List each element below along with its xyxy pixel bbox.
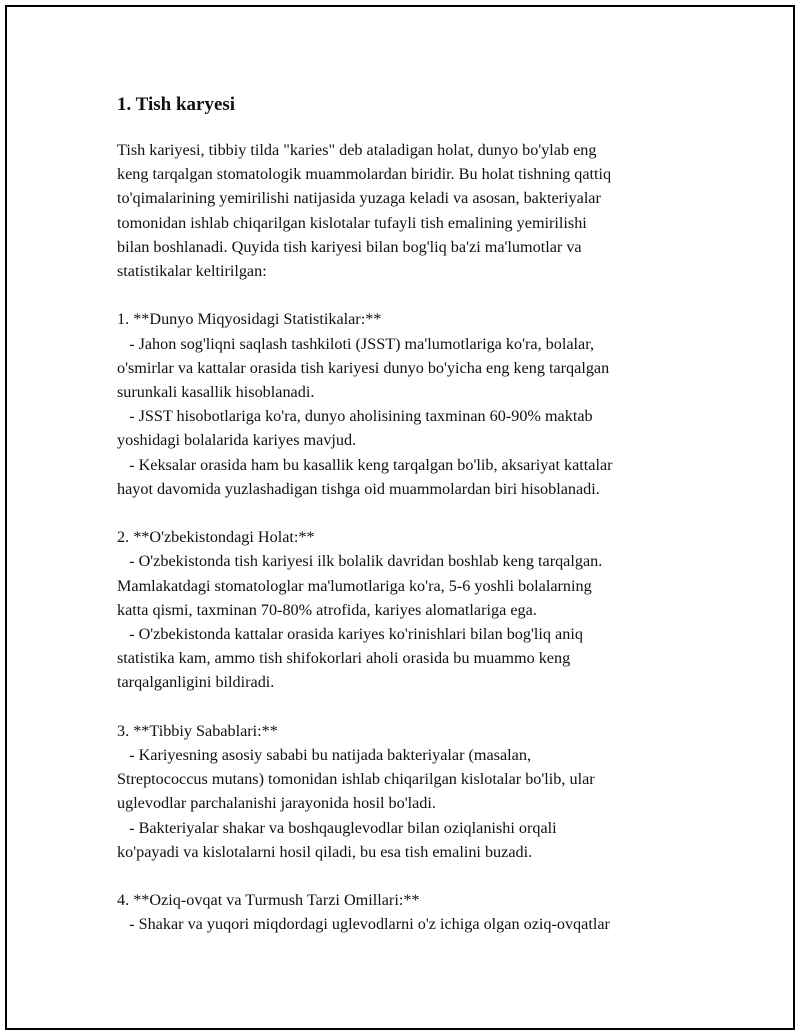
text-line: - Kariyesning asosiy sababi bu natijada bakteriyalar (masalan, xyxy=(117,746,531,765)
text-line: ko'payadi va kislotalarni hosil qiladi, bu esa tish emalini buzadi. xyxy=(117,842,533,861)
text-line: statistika kam, ammo tish shifokorlari aholi orasida bu muammo keng xyxy=(117,649,571,668)
text-line: katta qismi, taxminan 70-80% atrofida, kariyes alomatlariga ega. xyxy=(117,600,537,619)
text-line: surunkali kasallik hisoblanadi. xyxy=(117,383,315,402)
text-line: statistikalar keltirilgan: xyxy=(117,262,267,281)
text-line: Mamlakatdagi stomatologlar ma'lumotlariga ko'ra, 5-6 yoshli bolalarning xyxy=(117,576,592,595)
text-line: - Jahon sog'liqni saqlash tashkiloti (JSST) ma'lumotlariga ko'ra, bolalar, xyxy=(117,334,595,353)
paragraph-gap xyxy=(117,501,697,525)
text-line: - Shakar va yuqori miqdordagi uglevodlarni o'z ichiga olgan oziq-ovqatlar xyxy=(117,915,610,934)
text-line: Streptococcus mutans) tomonidan ishlab chiqarilgan kislotalar bo'lib, ular xyxy=(117,770,595,789)
list-item-diet-lifestyle xyxy=(117,888,697,936)
text-line: - Bakteriyalar shakar va boshqauglevodlar bilan oziqlanishi orqali xyxy=(117,818,557,837)
list-item-medical-causes xyxy=(117,719,697,864)
text-line: - Keksalar orasida ham bu kasallik keng tarqalgan bo'lib, aksariyat kattalar xyxy=(117,455,613,474)
list-item-title: 1. **Dunyo Miqyosidagi Statistikalar:** xyxy=(117,310,382,329)
text-line: bilan boshlanadi. Quyida tish kariyesi bilan bog'liq ba'zi ma'lumotlar va xyxy=(117,237,582,256)
text-line: yoshidagi bolalarida kariyes mavjud. xyxy=(117,431,357,450)
text-line: - JSST hisobotlariga ko'ra, dunyo aholisining taxminan 60-90% maktab xyxy=(117,407,593,426)
text-line: - O'zbekistonda tish kariyesi ilk bolalik davridan boshlab keng tarqalgan. xyxy=(117,552,603,571)
text-line: tarqalganligini bildiradi. xyxy=(117,673,275,692)
paragraph-gap xyxy=(117,864,697,888)
text-line: uglevodlar parchalanishi jarayonida hosil bo'ladi. xyxy=(117,794,436,813)
list-item-title: 3. **Tibbiy Sabablari:** xyxy=(117,721,278,740)
text-line: to'qimalarining yemirilishi natijasida yuzaga keladi va asosan, bakteriyalar xyxy=(117,189,601,208)
paragraph-gap xyxy=(117,695,697,719)
list-item-title: 2. **O'zbekistondagi Holat:** xyxy=(117,528,315,547)
list-item-title: 4. **Oziq-ovqat va Turmush Tarzi Omillari:** xyxy=(117,891,420,910)
list-item-world-statistics xyxy=(117,307,697,501)
text-line: - O'zbekistonda kattalar orasida kariyes ko'rinishlari bilan bog'liq aniq xyxy=(117,625,583,644)
text-line: Tish kariyesi, tibbiy tilda "karies" deb ataladigan holat, dunyo bo'ylab eng xyxy=(117,141,597,159)
section-heading: 1. Tish karyesi xyxy=(117,94,236,115)
text-line: hayot davomida yuzlashadigan tishga oid muammolardan biri hisoblanadi. xyxy=(117,479,600,498)
text-line: o'smirlar va kattalar orasida tish kariyesi dunyo bo'yicha eng keng tarqalgan xyxy=(117,358,610,377)
text-line: keng tarqalgan stomatologik muammolardan biridir. Bu holat tishning qattiq xyxy=(117,165,612,184)
intro-paragraph xyxy=(117,138,697,283)
paragraph-gap xyxy=(117,283,697,307)
text-line: tomonidan ishlab chiqarilgan kislotalar tufayli tish emalining yemirilishi xyxy=(117,213,587,232)
document-content xyxy=(117,92,697,937)
list-item-uzbekistan-situation xyxy=(117,525,697,694)
